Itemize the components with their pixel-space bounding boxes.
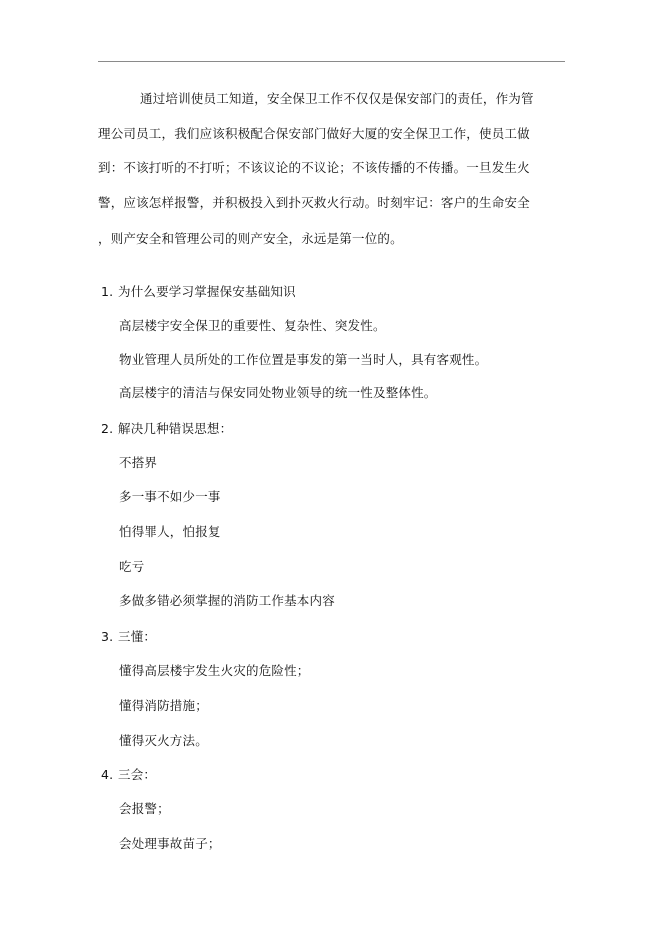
list-item: 会报警； [119, 801, 170, 816]
list-item: 会处理事故苗子； [119, 836, 221, 851]
list-item: 高层楼宇安全保卫的重要性、复杂性、突发性。 [119, 318, 386, 333]
section-1-heading [101, 282, 296, 300]
section-title: 三会： [118, 767, 157, 782]
list-item: 高层楼宇的清洁与保安同处物业领导的统一性及整体性。 [119, 385, 437, 400]
list-item: 懂得高层楼宇发生火灾的危险性； [119, 663, 310, 678]
section-number: 4. [101, 767, 114, 782]
section-number: 3. [101, 629, 114, 644]
intro-line-2: 理公司员工，我们应该积极配合保安部门做好大厦的安全保卫工作，使员工做 [98, 126, 530, 141]
list-item: 多做多错必须掌握的消防工作基本内容 [119, 593, 335, 608]
section-title: 三懂： [118, 629, 157, 644]
intro-line-5: ，则产安全和管理公司的则产安全，永远是第一位的。 [98, 231, 403, 246]
intro-line-4: 警，应该怎样报警，并积极投入到扑灭救火行动。时刻牢记：客户的生命安全 [98, 195, 530, 210]
section-3-heading [101, 627, 156, 645]
section-title: 为什么要学习掌握保安基础知识 [118, 284, 296, 299]
section-number: 2. [101, 421, 114, 436]
list-item: 物业管理人员所处的工作位置是事发的第一当时人，具有客观性。 [119, 352, 488, 367]
intro-line-1: 通过培训使员工知道，安全保卫工作不仅仅是保安部门的责任，作为管 [140, 91, 534, 106]
section-4-heading [101, 765, 156, 783]
list-item: 吃亏 [119, 559, 145, 574]
list-item: 懂得消防措施； [119, 698, 208, 713]
section-2-heading [101, 419, 232, 437]
list-item: 怕得罪人，怕报复 [119, 524, 221, 539]
section-number: 1. [101, 284, 114, 299]
intro-line-3: 到：不该打听的不打听；不该议论的不议论；不该传播的不传播。一旦发生火 [98, 160, 530, 175]
list-item: 不搭界 [119, 455, 158, 470]
list-item: 多一事不如少一事 [119, 489, 221, 504]
section-title: 解决几种错误思想： [118, 421, 233, 436]
list-item: 懂得灭火方法。 [119, 733, 208, 748]
header-rule [98, 61, 565, 62]
